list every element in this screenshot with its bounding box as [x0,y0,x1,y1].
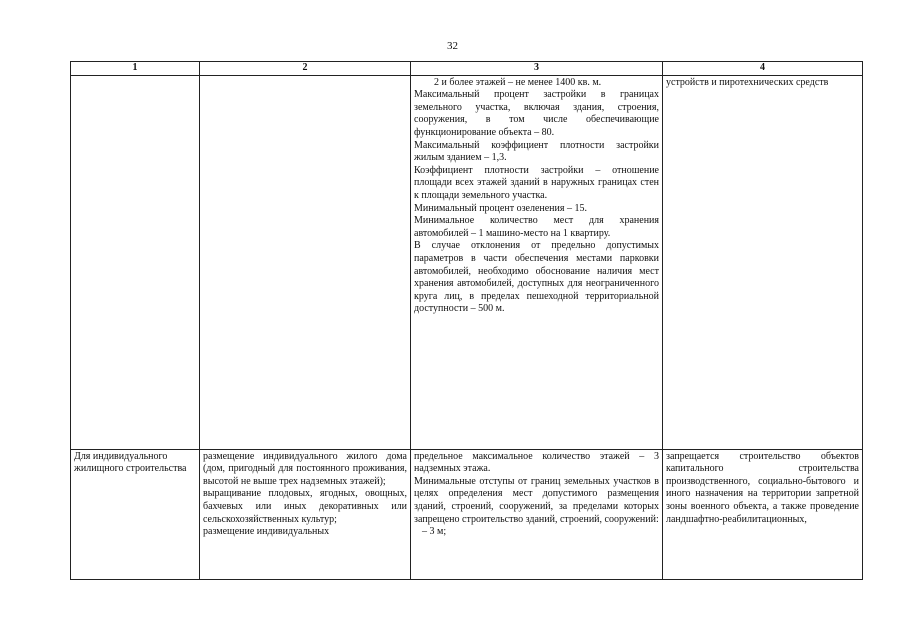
row1-param-greenery: Минимальный процент озеленения – 15. [414,202,587,214]
row2-col1: Для индивидуального жилищного строительства [71,449,200,579]
row2-param-setbacks: Минимальные отступы от границ земельных участков в целях определения мест допустимого размещения зданий, строений, сооружений, за пределами которых запрещено строительство зданий, строений, сооружений: [414,475,659,525]
header-col-1: 1 [71,62,200,76]
row1-param-floors: 2 и более этажей – не менее 1400 кв. м. [434,76,602,88]
header-col-2: 2 [200,62,411,76]
table-row [71,75,863,449]
header-col-3: 3 [411,62,663,76]
row2-use-crops: выращивание плодовых, ягодных, овощных, бахчевых или иных декоративных или сельскохозяйственных культур; [203,488,407,525]
row2-use-other: размещение индивидуальных [203,526,330,538]
row1-col4: устройств и пиротехнических средств [663,75,863,449]
row2-use-house: размещение индивидуального жилого дома (дом, пригодный для постоянного проживания, высотой не выше трех надземных этажей); [203,450,407,487]
row1-col3 [411,75,663,449]
row1-col2 [200,75,411,449]
table-row [71,449,863,579]
row1-param-parking-deviation: В случае отклонения от предельно допустимых параметров в части обеспечения местами парковки автомобилей, необходимо обоснование наличия мест хранения автомобилей, доступных для неограниченного круга лиц, в пределах пешеходной территориальной доступности – 500 м. [414,240,659,315]
regulations-table [70,61,863,580]
row2-col4: запрещается строительство объектов капитального строительства производственного, социально-бытового и иного назначения на территории запретной зоны военного объекта, а также проведение ландшафтно-реабилитационных, [663,449,863,579]
row1-param-density-def: Коэффициент плотности застройки – отношение площади всех этажей зданий в наружных границах стен к площади земельного участка. [414,164,659,201]
row2-param-setback-value: – 3 м; [422,526,447,538]
row2-param-floors: предельное максимальное количество этажей – 3 надземных этажа. [414,450,659,475]
row1-param-density: Максимальный коэффициент плотности застройки жилым зданием – 1,3. [414,139,659,164]
row1-param-parking: Минимальное количество мест для хранения автомобилей – 1 машино-место на 1 квартиру. [414,215,659,239]
row2-col2 [200,449,411,579]
row2-col3 [411,449,663,579]
header-col-4: 4 [663,62,863,76]
row1-col1 [71,75,200,449]
table-header-row [71,62,863,76]
row1-param-max-coverage: Максимальный процент застройки в границах земельного участка, включая здания, строения, сооружения, в том числе обеспечивающие функционирование объекта – 80. [414,89,659,138]
page-number: 32 [447,40,458,52]
